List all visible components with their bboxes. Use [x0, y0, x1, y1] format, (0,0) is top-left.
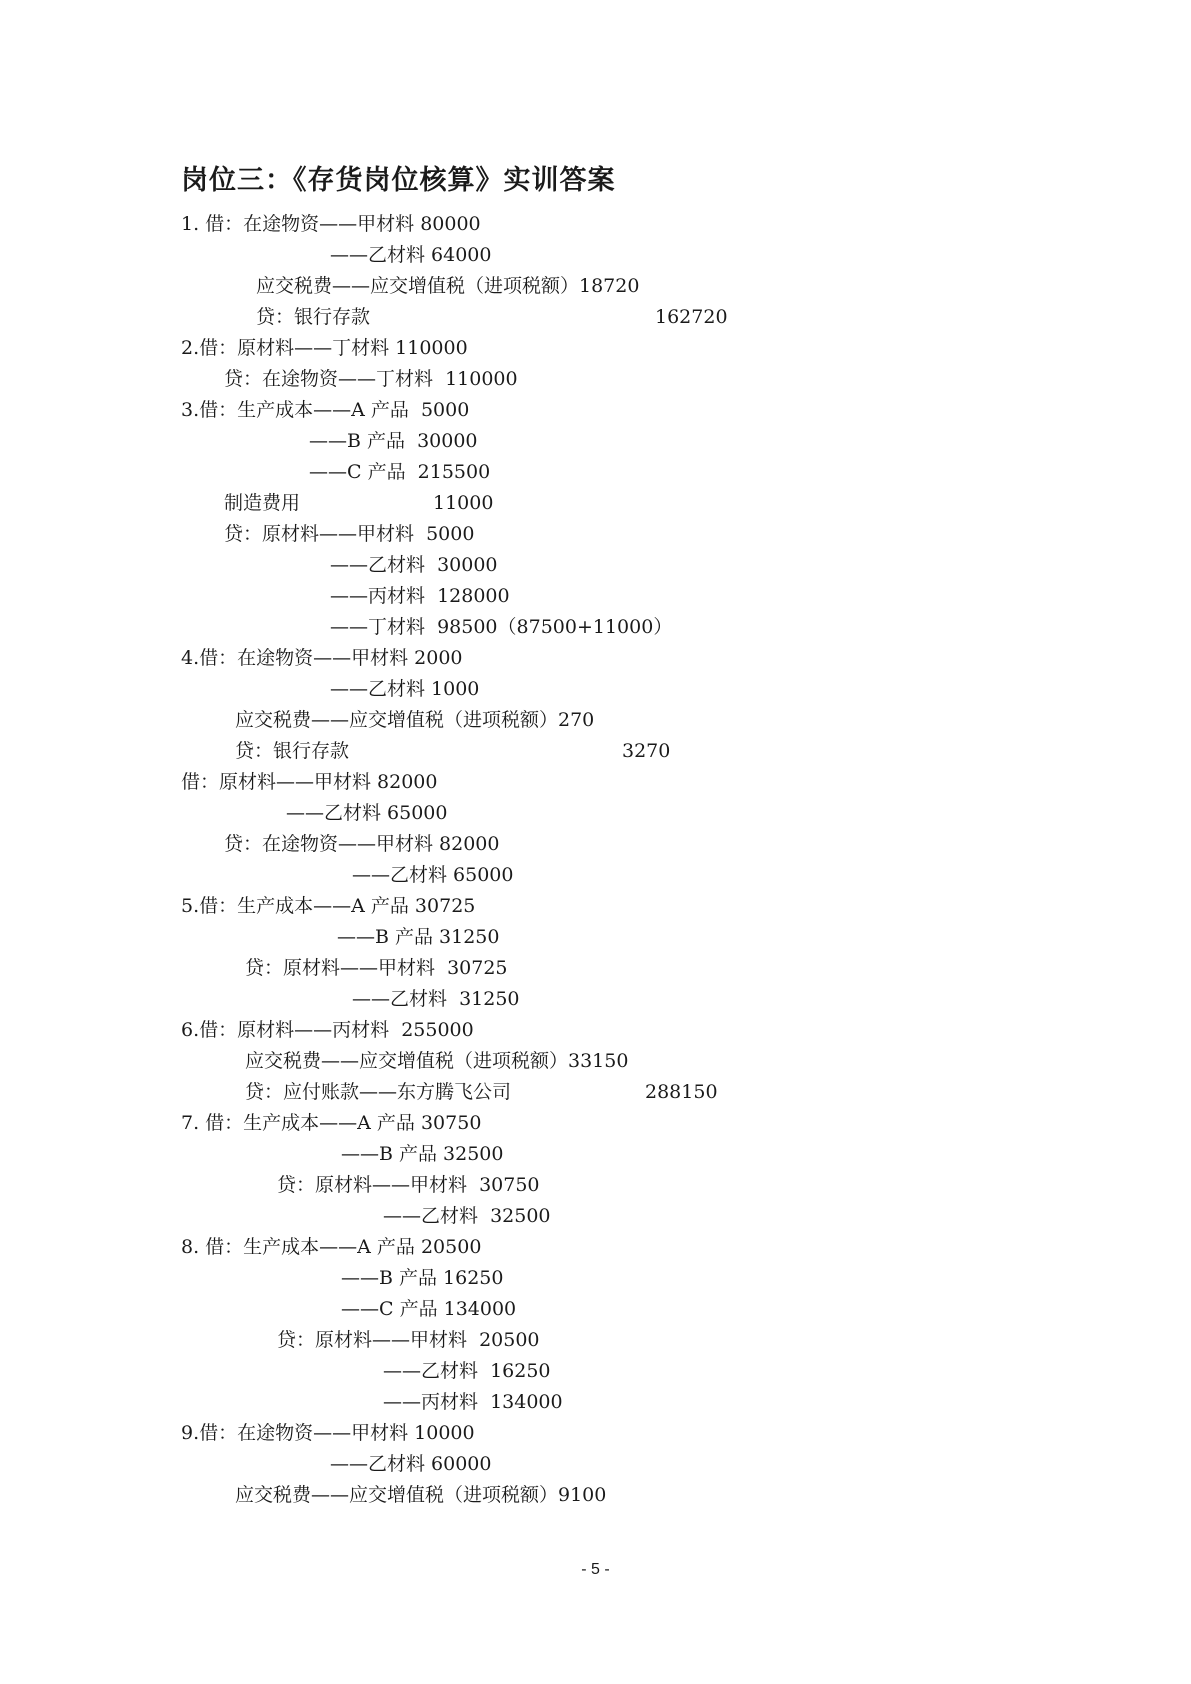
entry-line: ——丁材料 98500（87500+11000）: [330, 616, 673, 638]
entry-line: 应交税费——应交增值税（进项税额）18720: [256, 275, 640, 297]
entry-line: 1. 借：在途物资——甲材料 80000: [181, 213, 481, 235]
entry-line: 应交税费——应交增值税（进项税额）270: [235, 709, 595, 731]
entry-line: 贷：在途物资——丁材料 110000: [224, 368, 518, 390]
entry-line: ——乙材料 60000: [330, 1453, 492, 1475]
entry-line: 应交税费——应交增值税（进项税额）33150: [245, 1050, 629, 1072]
entry-line: 应交税费——应交增值税（进项税额）9100: [235, 1484, 607, 1506]
entry-line: 贷：应付账款——东方腾飞公司: [245, 1081, 512, 1103]
entry-amount: 288150: [645, 1081, 718, 1103]
entry-line: ——B 产品 31250: [337, 926, 500, 948]
entry-amount: 11000: [433, 492, 494, 514]
entry-line: 贷：原材料——甲材料 20500: [277, 1329, 540, 1351]
entry-line: ——乙材料 30000: [330, 554, 498, 576]
entry-line: 4.借：在途物资——甲材料 2000: [181, 647, 463, 669]
entry-line: ——乙材料 16250: [383, 1360, 551, 1382]
entry-line: ——丙材料 134000: [383, 1391, 563, 1413]
entry-line: ——B 产品 16250: [341, 1267, 504, 1289]
entry-line: 贷：在途物资——甲材料 82000: [224, 833, 500, 855]
entry-line: 借：原材料——甲材料 82000: [181, 771, 438, 793]
entry-line: 3.借：生产成本——A 产品 5000: [181, 399, 470, 421]
entry-line: ——乙材料 32500: [383, 1205, 551, 1227]
entry-line: ——乙材料 64000: [330, 244, 492, 266]
entry-line: ——丙材料 128000: [330, 585, 510, 607]
entry-line: ——乙材料 1000: [330, 678, 480, 700]
entry-line: 5.借：生产成本——A 产品 30725: [181, 895, 476, 917]
entry-amount: 162720: [655, 306, 728, 328]
entry-amount: 3270: [622, 740, 671, 762]
entry-line: 7. 借：生产成本——A 产品 30750: [181, 1112, 482, 1134]
entry-line: 制造费用: [224, 492, 301, 514]
entry-line: 贷：原材料——甲材料 30725: [245, 957, 508, 979]
entry-line: ——B 产品 32500: [341, 1143, 504, 1165]
page-number: - 5 -: [581, 1561, 610, 1578]
entry-line: 8. 借：生产成本——A 产品 20500: [181, 1236, 482, 1258]
page-title: 岗位三：《存货岗位核算》实训答案: [181, 165, 616, 196]
entry-line: 贷：原材料——甲材料 30750: [277, 1174, 540, 1196]
entry-line: 2.借：原材料——丁材料 110000: [181, 337, 468, 359]
entry-line: 贷：银行存款: [235, 740, 350, 762]
entry-line: 6.借：原材料——丙材料 255000: [181, 1019, 474, 1041]
entry-line: 贷：银行存款: [256, 306, 371, 328]
entry-line: ——B 产品 30000: [309, 430, 478, 452]
entry-line: 贷：原材料——甲材料 5000: [224, 523, 475, 545]
entry-line: ——乙材料 65000: [352, 864, 514, 886]
entry-line: ——C 产品 215500: [309, 461, 491, 483]
entry-line: 9.借：在途物资——甲材料 10000: [181, 1422, 475, 1444]
entry-line: ——C 产品 134000: [341, 1298, 517, 1320]
entry-line: ——乙材料 31250: [352, 988, 520, 1010]
entry-line: ——乙材料 65000: [286, 802, 448, 824]
